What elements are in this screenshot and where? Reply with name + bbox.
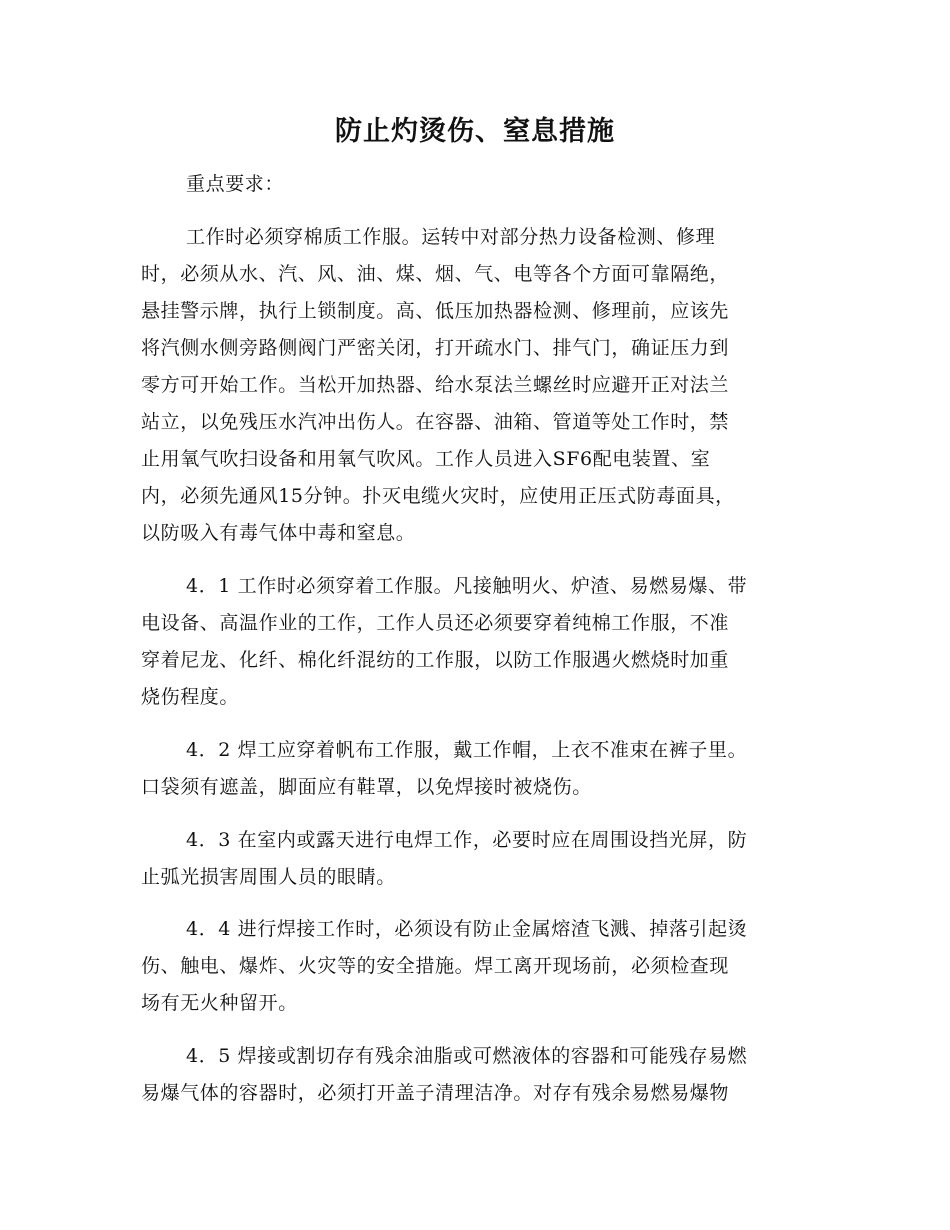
paragraph-line: 场有无火种留开。 bbox=[141, 992, 298, 1014]
paragraph-line: 穿着尼龙、化纤、棉化纤混纺的工作服，以防工作服遇火燃烧时加重 bbox=[141, 649, 730, 671]
paragraph-line: 以防吸入有毒气体中毒和窒息。 bbox=[141, 522, 416, 544]
paragraph-line: 止弧光损害周围人员的眼睛。 bbox=[141, 866, 396, 888]
paragraph-line: 烧伤程度。 bbox=[141, 686, 240, 708]
paragraph-line: 口袋须有遮盖，脚面应有鞋罩，以免焊接时被烧伤。 bbox=[141, 776, 592, 798]
paragraph-line: 电设备、高温作业的工作，工作人员还必须要穿着纯棉工作服，不准 bbox=[141, 612, 730, 634]
paragraph-line: 4．2 焊工应穿着帆布工作服，戴工作帽，上衣不准束在裤子里。 bbox=[186, 739, 748, 761]
paragraph-line: 时，必须从水、汽、风、油、煤、烟、气、电等各个方面可靠隔绝， bbox=[141, 263, 730, 285]
paragraph-line: 4．3 在室内或露天进行电焊工作，必要时应在周围设挡光屏，防 bbox=[186, 829, 748, 851]
paragraph-line: 悬挂警示牌，执行上锁制度。高、低压加热器检测、修理前，应该先 bbox=[141, 300, 730, 322]
subheading: 重点要求： bbox=[186, 173, 285, 195]
paragraph-line: 内，必须先通风15分钟。扑灭电缆火灾时，应使用正压式防毒面具， bbox=[141, 485, 735, 507]
page-title: 防止灼烫伤、窒息措施 bbox=[335, 116, 615, 147]
paragraph-line: 站立，以免残压水汽冲出伤人。在容器、油箱、管道等处工作时，禁 bbox=[141, 411, 730, 433]
paragraph-line: 工作时必须穿棉质工作服。运转中对部分热力设备检测、修理 bbox=[186, 226, 716, 248]
paragraph-line: 易爆气体的容器时，必须打开盖子清理洁净。对存有残余易燃易爆物 bbox=[141, 1082, 730, 1104]
paragraph-line: 4．5 焊接或割切存有残余油脂或可燃液体的容器和可能残存易燃 bbox=[186, 1045, 748, 1067]
paragraph-line: 止用氧气吹扫设备和用氧气吹风。工作人员进入SF6配电装置、室 bbox=[141, 448, 711, 470]
paragraph-line: 伤、触电、爆炸、火灾等的安全措施。焊工离开现场前，必须检查现 bbox=[141, 955, 730, 977]
paragraph-line: 将汽侧水侧旁路侧阀门严密关闭，打开疏水门、排气门，确证压力到 bbox=[141, 337, 730, 359]
paragraph-line: 4．1 工作时必须穿着工作服。凡接触明火、炉渣、易燃易爆、带 bbox=[186, 575, 748, 597]
paragraph-line: 零方可开始工作。当松开加热器、给水泵法兰螺丝时应避开正对法兰 bbox=[141, 374, 730, 396]
paragraph-line: 4．4 进行焊接工作时，必须设有防止金属熔渣飞溅、掉落引起烫 bbox=[186, 918, 748, 940]
